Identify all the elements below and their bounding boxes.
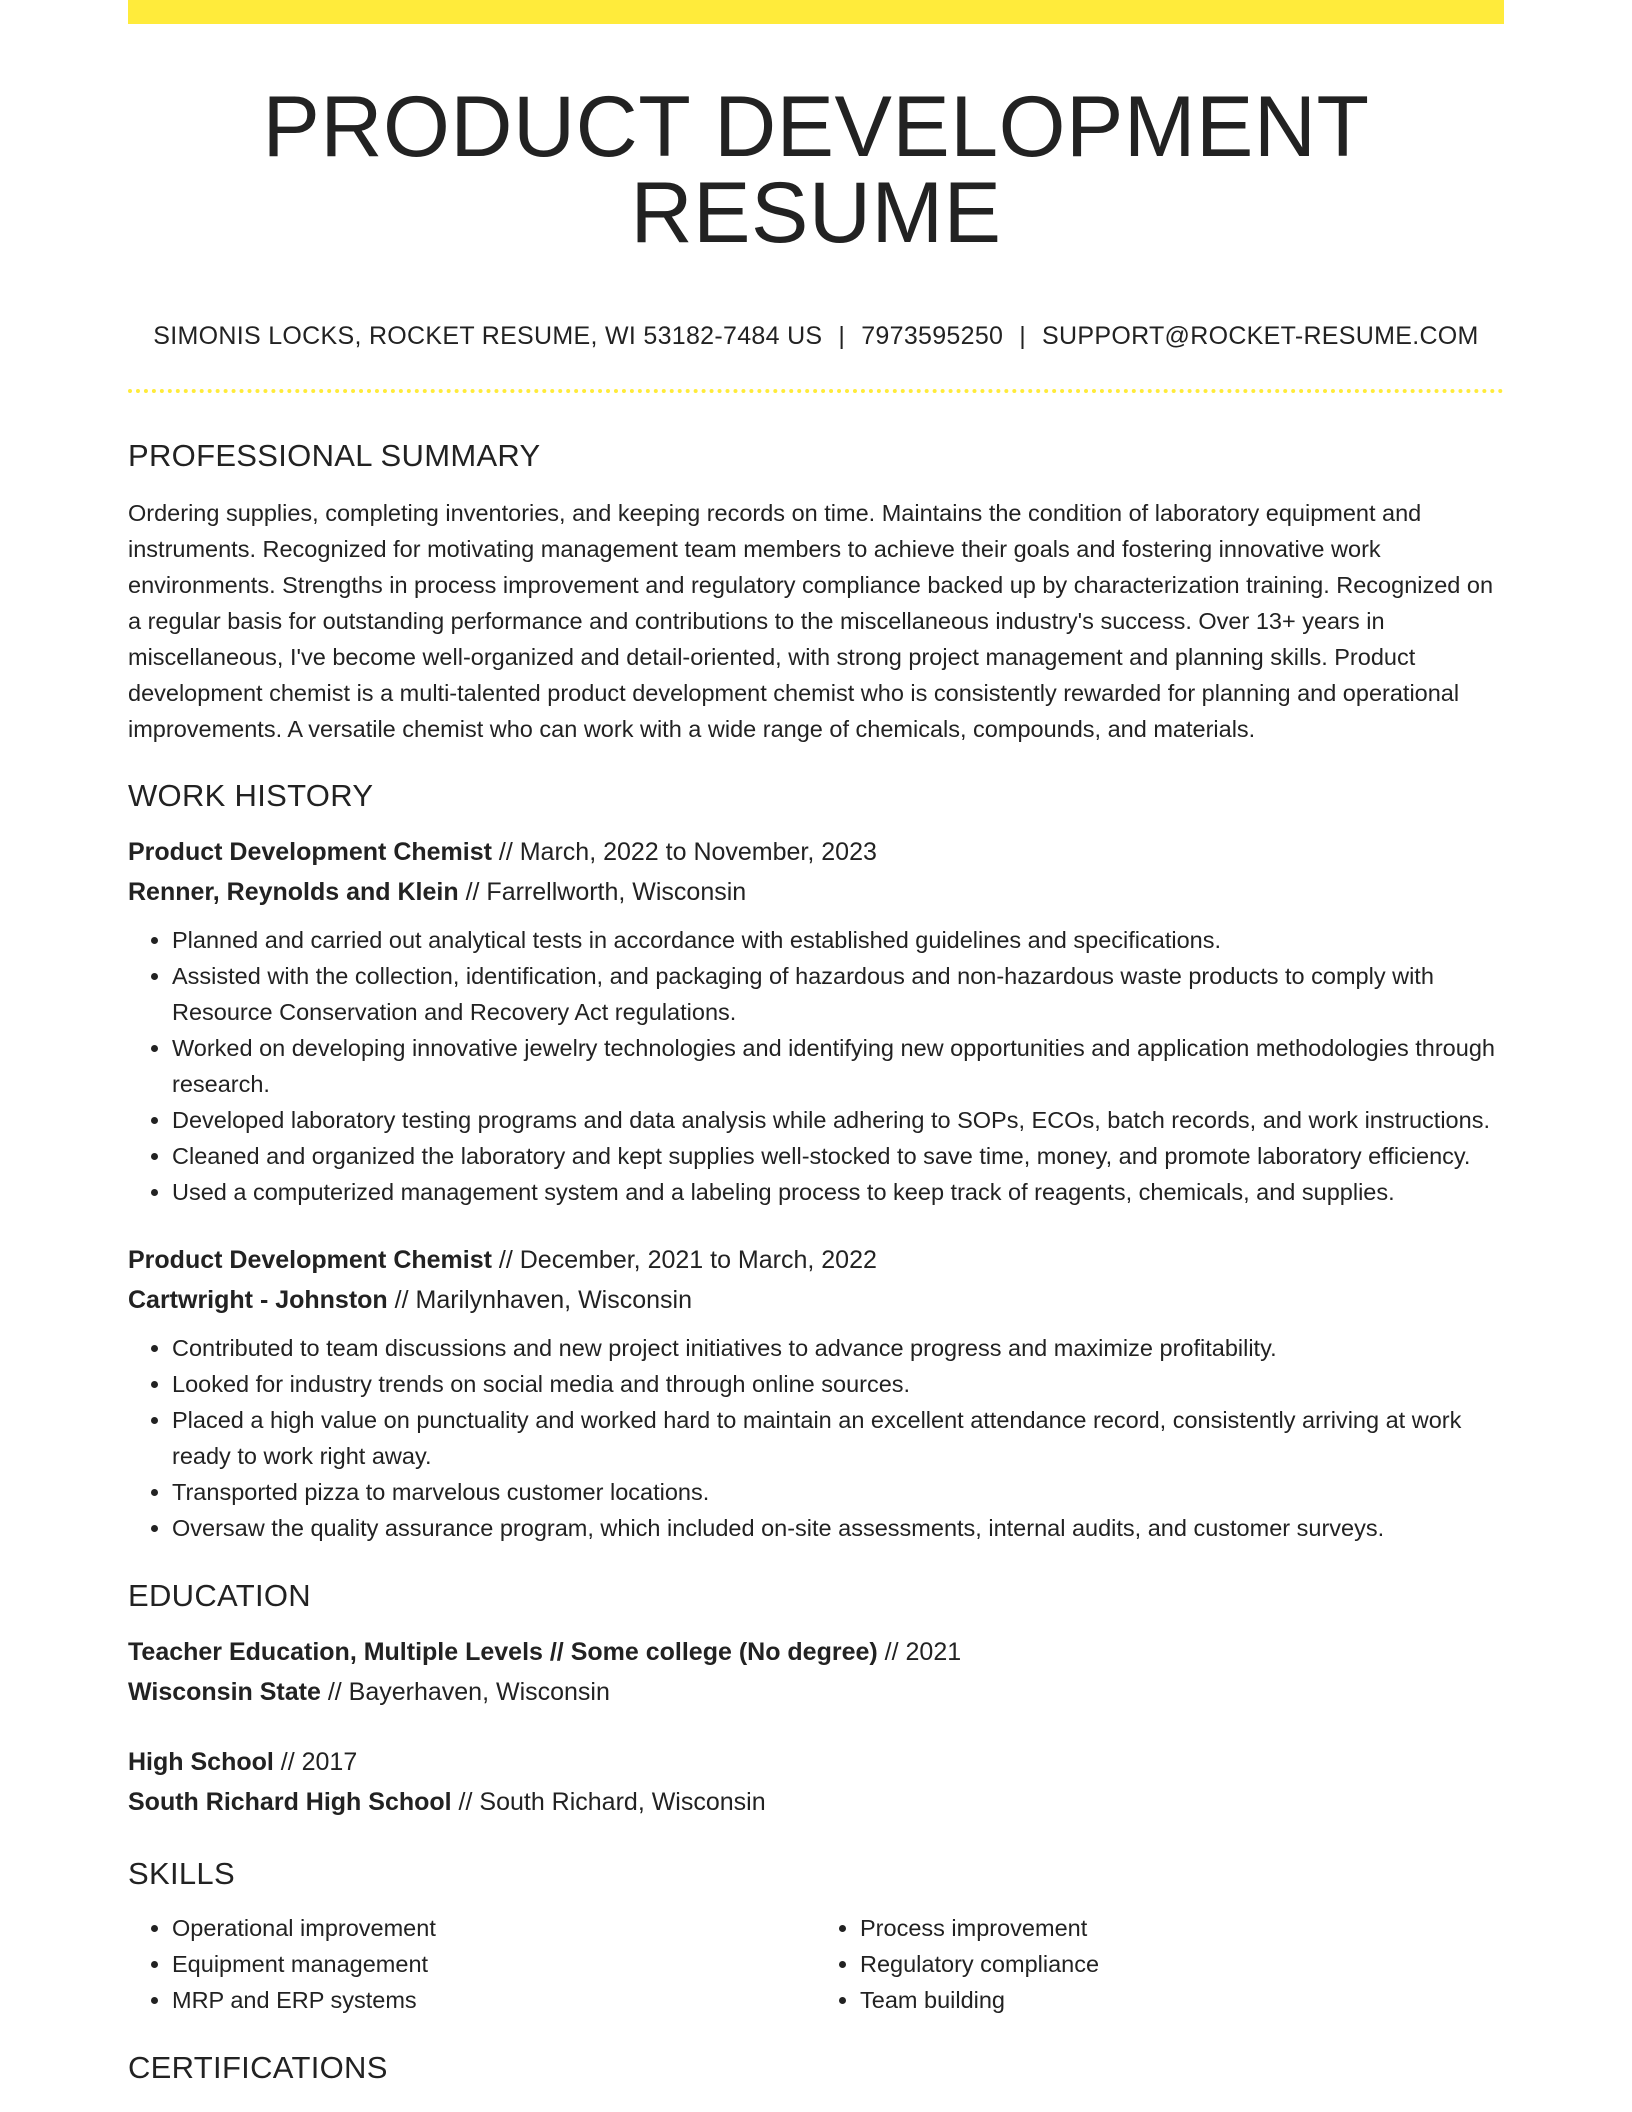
education-school: South Richard High School (128, 1788, 452, 1816)
dotted-divider (128, 389, 1504, 393)
job-title: Product Development Chemist (128, 838, 492, 866)
job-location: // Farrellworth, Wisconsin (458, 878, 747, 906)
skill-item: • Process improvement (860, 1910, 1504, 1946)
education-school-line (128, 1672, 1504, 1712)
job-bullet-list (128, 922, 1504, 1210)
job-entry (128, 832, 1504, 1210)
job-location: // Marilynhaven, Wisconsin (387, 1286, 692, 1314)
skill-item: • MRP and ERP systems (172, 1982, 816, 2018)
list-item: • Looked for industry trends on social media and through online sources. (172, 1366, 1504, 1402)
skills-list-right (816, 1910, 1504, 2018)
skill-item: • Equipment management (172, 1946, 816, 1982)
list-item: • Worked on developing innovative jewelry technologies and identifying new opportunities and application methodologies through research. (172, 1030, 1504, 1102)
education-degree-line (128, 1742, 1504, 1782)
job-entry (128, 1240, 1504, 1546)
skill-item: • Regulatory compliance (860, 1946, 1504, 1982)
work-history-heading: WORK HISTORY (128, 778, 374, 813)
list-item: • Placed a high value on punctuality and worked hard to maintain an excellent attendance record, consistently arriving at work ready to work right away. (172, 1402, 1504, 1474)
summary-heading: PROFESSIONAL SUMMARY (128, 438, 541, 473)
list-item: • Used a computerized management system and a labeling process to keep track of reagents, chemicals, and supplies. (172, 1174, 1504, 1210)
education-location: // South Richard, Wisconsin (451, 1788, 766, 1816)
accent-top-bar (128, 0, 1504, 24)
job-title: Product Development Chemist (128, 1246, 492, 1274)
job-company: Renner, Reynolds and Klein (128, 878, 459, 906)
education-degree: High School (128, 1748, 274, 1776)
education-year: // 2017 (273, 1748, 358, 1776)
education-location: // Bayerhaven, Wisconsin (320, 1678, 610, 1706)
job-dates: // March, 2022 to November, 2023 (491, 838, 877, 866)
job-company: Cartwright - Johnston (128, 1286, 388, 1314)
education-degree-line (128, 1632, 1504, 1672)
list-item: • Contributed to team discussions and new project initiatives to advance progress and maximize profitability. (172, 1330, 1504, 1366)
education-school-line (128, 1782, 1504, 1822)
job-title-line (128, 1240, 1504, 1280)
resume-page (128, 0, 1504, 2083)
list-item: • Assisted with the collection, identification, and packaging of hazardous and non-hazardous waste products to comply with Resource Conservation and Recovery Act regulations. (172, 958, 1504, 1030)
contact-line (128, 324, 1504, 349)
job-dates: // December, 2021 to March, 2022 (491, 1246, 877, 1274)
contact-separator: | (838, 322, 846, 350)
list-item: • Transported pizza to marvelous customer locations. (172, 1474, 1504, 1510)
skill-item: • Operational improvement (172, 1910, 816, 1946)
list-item: • Oversaw the quality assurance program, which included on-site assessments, internal audits, and customer surveys. (172, 1510, 1504, 1546)
education-entry (128, 1742, 1504, 1822)
certifications-heading: CERTIFICATIONS (128, 2050, 388, 2085)
summary-text: Ordering supplies, completing inventories, and keeping records on time. Maintains the condition of laboratory equipment and instruments. Recognized for motivating management team members to achieve their goals and fostering innovative work environments. Strengths in process improvement and regulatory compliance backed up by characterization training. Recognized on a regular basis for outstanding performance and contributions to the miscellaneous industry's success. Over 13+ years in miscellaneous, I've become well-organized and detail-oriented, with strong project management and planning skills. Product development chemist is a multi-talented product development chemist who is consistently rewarded for planning and operational improvements. A versatile chemist who can work with a wide range of chemicals, compounds, and materials. (128, 500, 1494, 742)
job-company-line (128, 872, 1504, 912)
education-entry (128, 1632, 1504, 1712)
skills-columns (128, 1910, 1504, 2018)
list-item: • Planned and carried out analytical tests in accordance with established guidelines and specifications. (172, 922, 1504, 958)
contact-address: SIMONIS LOCKS, ROCKET RESUME, WI 53182-7484 US (153, 322, 823, 350)
contact-separator: | (1019, 322, 1027, 350)
job-company-line (128, 1280, 1504, 1320)
skills-list-left (128, 1910, 816, 2018)
education-heading: EDUCATION (128, 1578, 311, 1613)
education-degree: Teacher Education, Multiple Levels // Some college (No degree) (128, 1638, 878, 1666)
list-item: • Cleaned and organized the laboratory and kept supplies well-stocked to save time, money, and promote laboratory efficiency. (172, 1138, 1504, 1174)
education-year: // 2021 (877, 1638, 962, 1666)
job-bullet-list (128, 1330, 1504, 1546)
contact-email[interactable]: SUPPORT@ROCKET-RESUME.COM (1042, 322, 1479, 350)
contact-phone: 7973595250 (861, 322, 1004, 350)
skill-item: • Team building (860, 1982, 1504, 2018)
list-item: • Developed laboratory testing programs and data analysis while adhering to SOPs, ECOs, batch records, and work instructions. (172, 1102, 1504, 1138)
job-title-line (128, 832, 1504, 872)
education-school: Wisconsin State (128, 1678, 321, 1706)
skills-heading: SKILLS (128, 1856, 235, 1891)
resume-title: PRODUCT DEVELOPMENT RESUME (262, 79, 1370, 261)
